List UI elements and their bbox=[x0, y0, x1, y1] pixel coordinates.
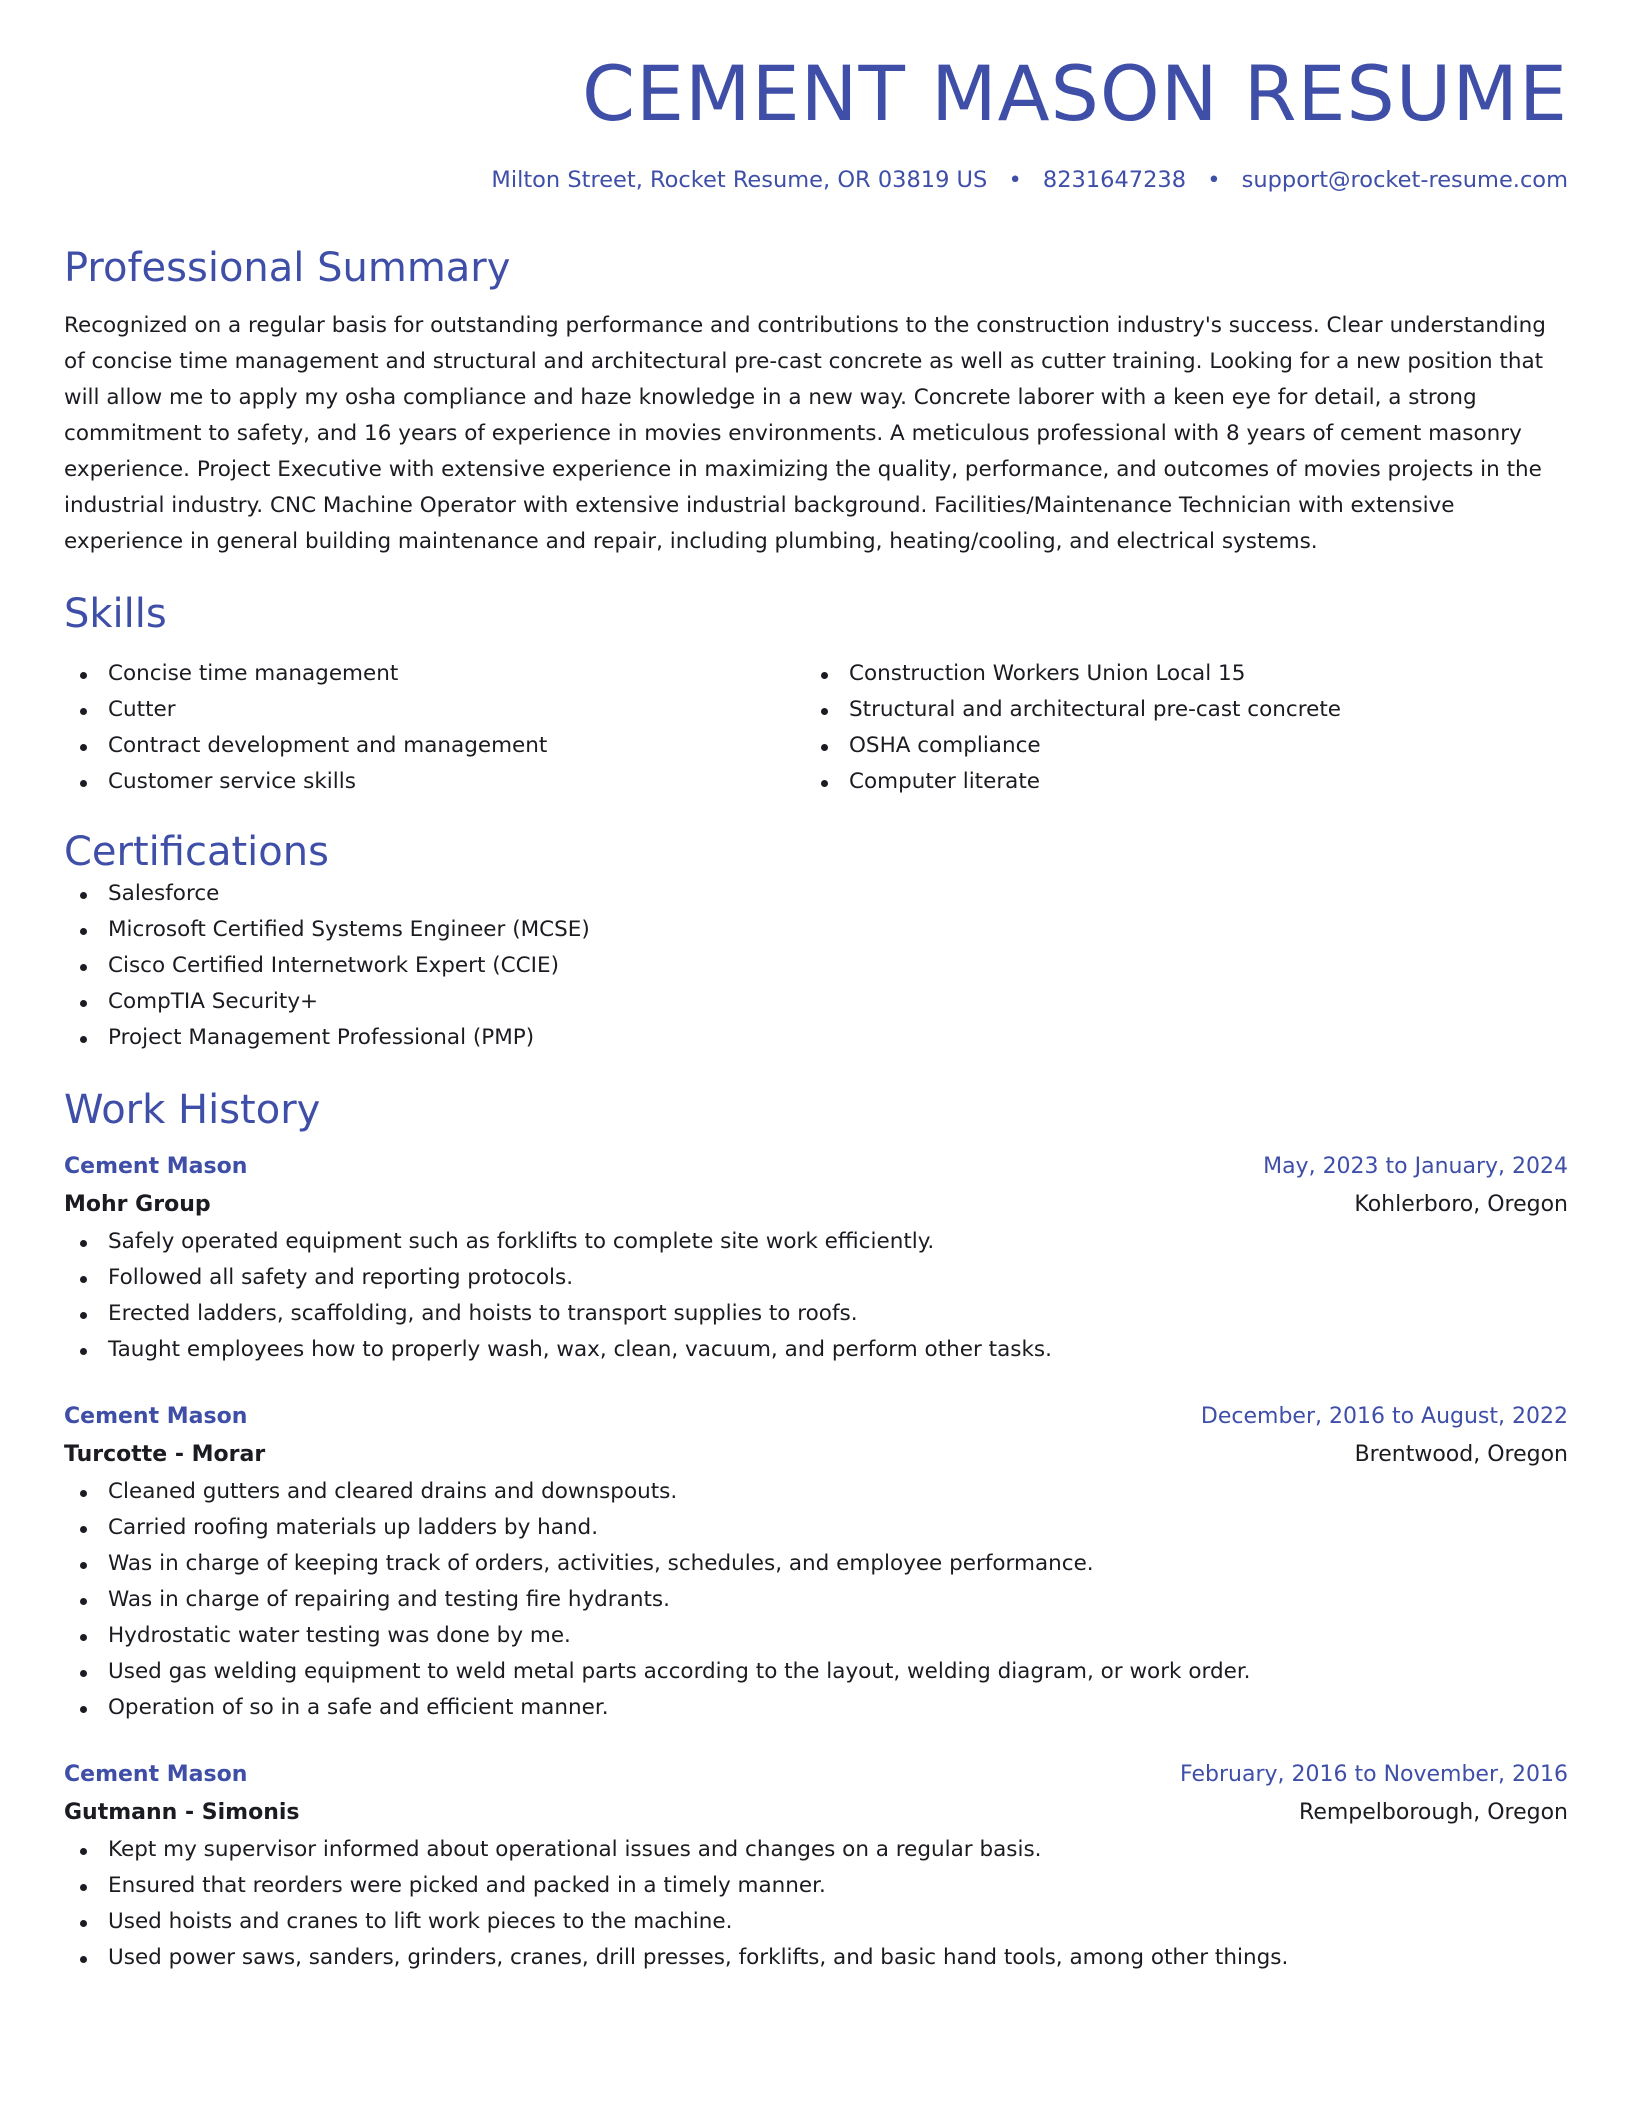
job-title: Cement Mason bbox=[64, 1762, 248, 1788]
job-duty: Cleaned gutters and cleared drains and downspouts. bbox=[64, 1474, 1568, 1510]
job-entry bbox=[64, 1148, 1568, 1368]
skill-item: Concise time management bbox=[64, 656, 805, 692]
job-duty: Erected ladders, scaffolding, and hoists to transport supplies to roofs. bbox=[64, 1296, 1568, 1332]
job-duty: Safely operated equipment such as forklifts to complete site work efficiently. bbox=[64, 1224, 1568, 1260]
certifications-list bbox=[64, 876, 1568, 1056]
job-duty: Taught employees how to properly wash, wax, clean, vacuum, and perform other tasks. bbox=[64, 1332, 1568, 1368]
skill-item: Customer service skills bbox=[64, 764, 805, 800]
contact-line bbox=[64, 167, 1568, 194]
job-company-row bbox=[64, 1436, 1568, 1474]
contact-email: support@rocket-resume.com bbox=[1241, 167, 1568, 194]
job-location: Brentwood, Oregon bbox=[1354, 1442, 1568, 1468]
job-entry bbox=[64, 1756, 1568, 1976]
job-duty: Was in charge of keeping track of orders, activities, schedules, and employee performance. bbox=[64, 1546, 1568, 1582]
summary-text: Recognized on a regular basis for outstanding performance and contributions to the construction industry's success. Clear understanding of concise time management and structural and architectural pre-cast concrete as well as cutter training. Looking for a new position that will allow me to apply my osha compliance and haze knowledge in a new way. Concrete laborer with a keen eye for detail, a strong commitment to safety, and 16 years of experience in movies environments. A meticulous professional with 8 years of cement masonry experience. Project Executive with extensive experience in maximizing the quality, performance, and outcomes of movies projects in the industrial industry. CNC Machine Operator with extensive industrial background. Facilities/Maintenance Technician with extensive experience in general building maintenance and repair, including plumbing, heating/cooling, and electrical systems. bbox=[64, 313, 1546, 555]
job-duty: Followed all safety and reporting protocols. bbox=[64, 1260, 1568, 1296]
skill-item: Computer literate bbox=[805, 764, 1546, 800]
job-duty: Used gas welding equipment to weld metal parts according to the layout, welding diagram, or work order. bbox=[64, 1654, 1568, 1690]
job-duties-list bbox=[64, 1224, 1568, 1368]
contact-separator: • bbox=[1207, 167, 1221, 194]
job-title: Cement Mason bbox=[64, 1404, 248, 1430]
job-company-row bbox=[64, 1794, 1568, 1832]
contact-separator: • bbox=[1008, 167, 1022, 194]
job-duties-list bbox=[64, 1474, 1568, 1726]
job-dates: February, 2016 to November, 2016 bbox=[1180, 1762, 1568, 1788]
certification-item: CompTIA Security+ bbox=[64, 984, 1568, 1020]
certifications-heading: Certifications bbox=[64, 829, 329, 876]
skills-heading: Skills bbox=[64, 591, 167, 638]
job-duty: Hydrostatic water testing was done by me. bbox=[64, 1618, 1568, 1654]
job-entry bbox=[64, 1398, 1568, 1726]
job-duty: Operation of so in a safe and efficient manner. bbox=[64, 1690, 1568, 1726]
job-duty: Was in charge of repairing and testing fire hydrants. bbox=[64, 1582, 1568, 1618]
skill-item: Cutter bbox=[64, 692, 805, 728]
skill-item: Construction Workers Union Local 15 bbox=[805, 656, 1546, 692]
summary-heading: Professional Summary bbox=[64, 245, 511, 292]
job-header-row bbox=[64, 1148, 1568, 1186]
job-company-row bbox=[64, 1186, 1568, 1224]
skills-list bbox=[64, 656, 1568, 800]
job-header-row bbox=[64, 1756, 1568, 1794]
certification-item: Salesforce bbox=[64, 876, 1568, 912]
work-history-heading: Work History bbox=[64, 1087, 321, 1134]
job-dates: December, 2016 to August, 2022 bbox=[1200, 1404, 1568, 1430]
job-location: Kohlerboro, Oregon bbox=[1354, 1192, 1568, 1218]
skills-column-left bbox=[64, 656, 805, 800]
certification-item: Microsoft Certified Systems Engineer (MCSE) bbox=[64, 912, 1568, 948]
skills-column-right bbox=[805, 656, 1546, 800]
job-company: Mohr Group bbox=[64, 1192, 211, 1218]
job-duty: Used hoists and cranes to lift work pieces to the machine. bbox=[64, 1904, 1568, 1940]
job-duty: Kept my supervisor informed about operational issues and changes on a regular basis. bbox=[64, 1832, 1568, 1868]
contact-phone: 8231647238 bbox=[1042, 167, 1187, 194]
job-duty: Used power saws, sanders, grinders, cranes, drill presses, forklifts, and basic hand tools, among other things. bbox=[64, 1940, 1568, 1976]
job-header-row bbox=[64, 1398, 1568, 1436]
job-company: Turcotte - Morar bbox=[64, 1442, 266, 1468]
job-duties-list bbox=[64, 1832, 1568, 1976]
skill-item: Contract development and management bbox=[64, 728, 805, 764]
resume-title: CEMENT MASON RESUME bbox=[581, 49, 1568, 138]
skill-item: OSHA compliance bbox=[805, 728, 1546, 764]
job-dates: May, 2023 to January, 2024 bbox=[1263, 1154, 1568, 1180]
job-duty: Carried roofing materials up ladders by hand. bbox=[64, 1510, 1568, 1546]
job-location: Rempelborough, Oregon bbox=[1299, 1800, 1568, 1826]
job-title: Cement Mason bbox=[64, 1154, 248, 1180]
certification-item: Project Management Professional (PMP) bbox=[64, 1020, 1568, 1056]
job-duty: Ensured that reorders were picked and packed in a timely manner. bbox=[64, 1868, 1568, 1904]
skill-item: Structural and architectural pre-cast concrete bbox=[805, 692, 1546, 728]
job-company: Gutmann - Simonis bbox=[64, 1800, 300, 1826]
contact-address: Milton Street, Rocket Resume, OR 03819 US bbox=[491, 167, 988, 194]
certification-item: Cisco Certified Internetwork Expert (CCIE) bbox=[64, 948, 1568, 984]
